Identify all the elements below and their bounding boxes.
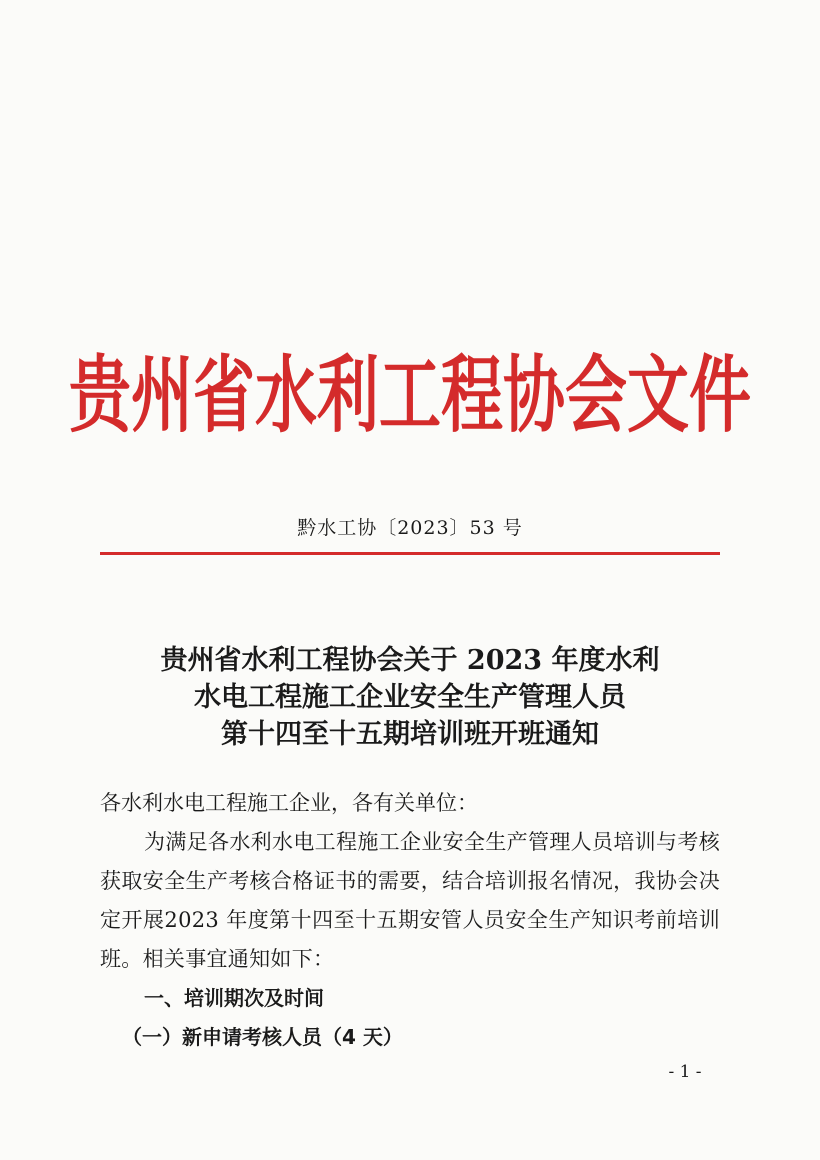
notice-title	[0, 642, 820, 753]
bleed-through-texture	[150, 200, 750, 214]
title-line-2: 水电工程施工企业安全生产管理人员	[194, 682, 626, 713]
intro-paragraph: 为满足各水利水电工程施工企业安全生产管理人员培训与考核获取安全生产考核合格证书的需要，结合培训报名情况，我协会决定开展2023 年度第十四至十五期安管人员安全生产知识考前培训班。相关事宜通知如下：	[100, 830, 720, 971]
subsection-heading: （一）新申请考核人员（4 天）	[122, 1025, 403, 1049]
page-number: - 1 -	[668, 1062, 702, 1082]
salutation: 各水利水电工程施工企业，各有关单位：	[100, 791, 478, 815]
title-line-1: 贵州省水利工程协会关于 2023 年度水利	[160, 645, 660, 676]
masthead-title: 贵州省水利工程协会文件	[68, 345, 751, 445]
red-divider-line	[100, 552, 720, 555]
document-number: 黔水工协〔2023〕53 号	[297, 517, 523, 539]
notice-body	[100, 784, 720, 1057]
title-line-3: 第十四至十五期培训班开班通知	[221, 719, 599, 750]
section-heading: 一、培训期次及时间	[144, 986, 324, 1010]
